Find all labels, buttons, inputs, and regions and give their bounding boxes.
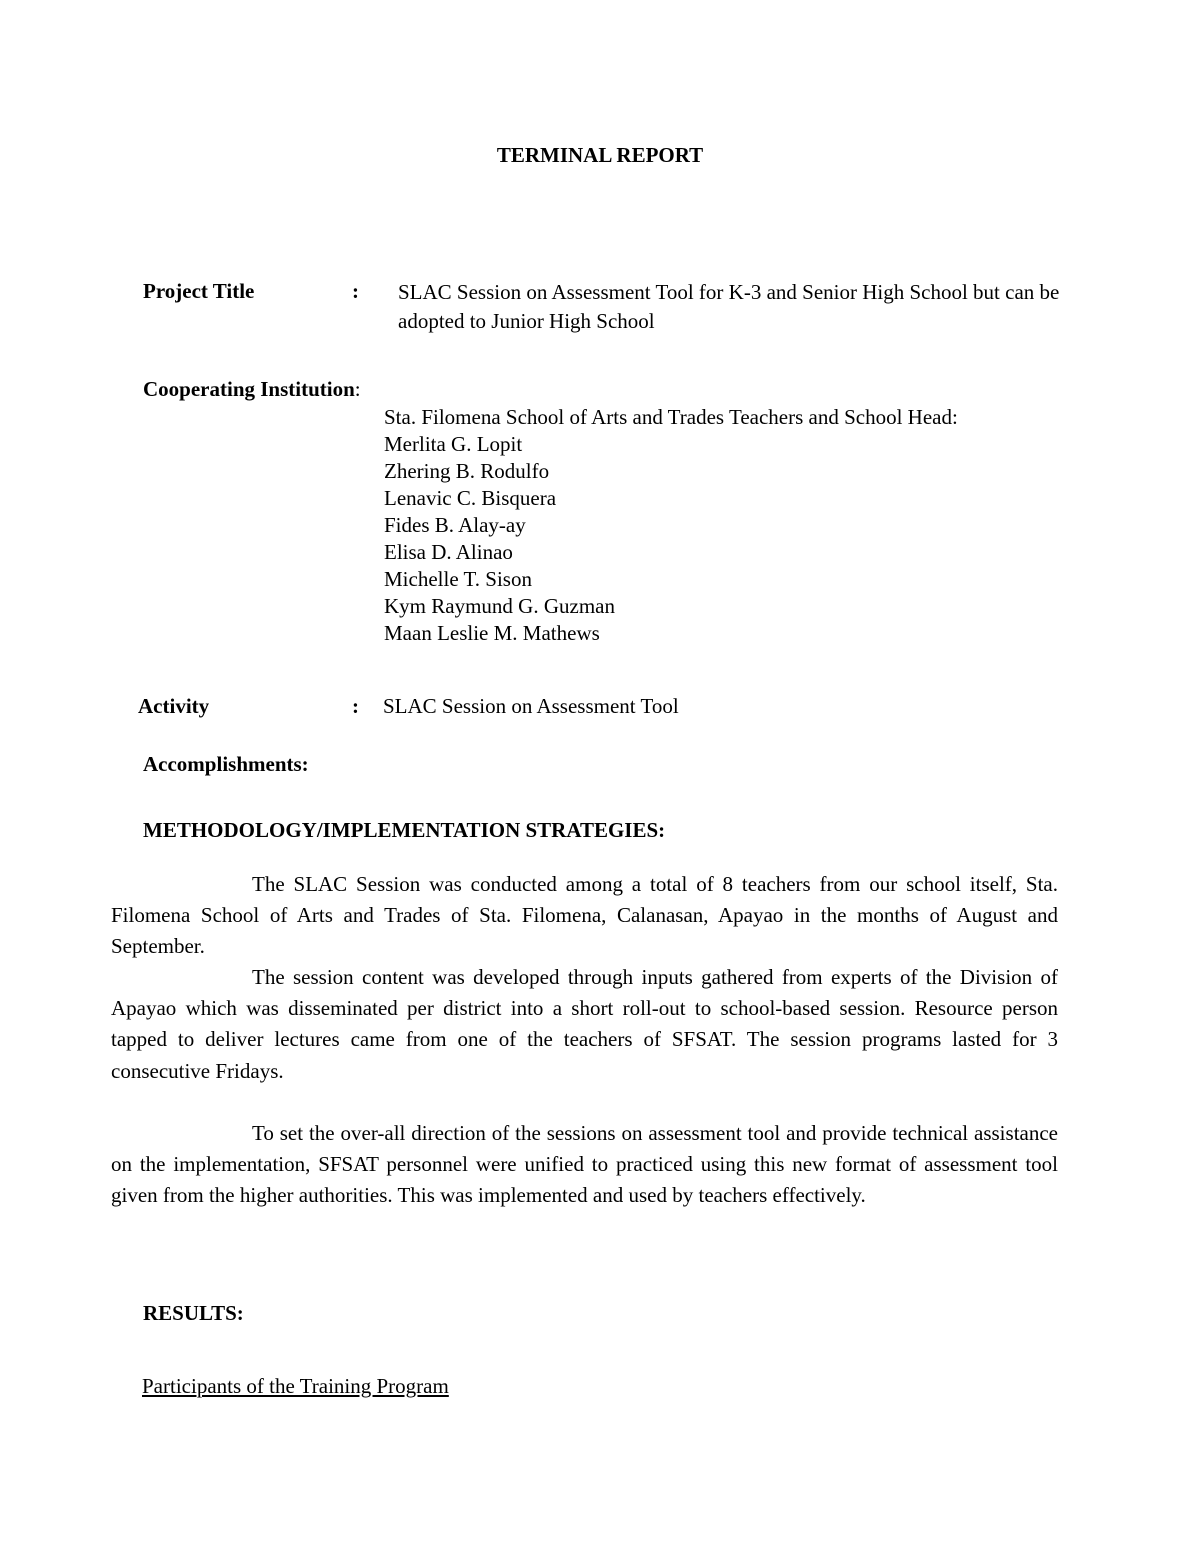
paragraph-text: The SLAC Session was conducted among a total of 8 teachers from our school itself, Sta. Filomena School of Arts and Trades of Sta. Filomena, Calanasan, Apayao in the months of August and September. <box>111 872 1058 959</box>
project-title-value: SLAC Session on Assessment Tool for K-3 and Senior High School but can be adopted to Junior High School <box>398 280 1060 333</box>
project-title-label: Project Title <box>143 279 255 303</box>
member-name: Lenavic C. Bisquera <box>384 486 557 510</box>
member-name: Elisa D. Alinao <box>384 540 513 564</box>
results-heading: RESULTS: <box>143 1301 244 1325</box>
activity-value: SLAC Session on Assessment Tool <box>383 694 679 718</box>
member-name: Maan Leslie M. Mathews <box>384 621 600 645</box>
member-name: Fides B. Alay-ay <box>384 513 526 537</box>
page-title: TERMINAL REPORT <box>496 143 704 167</box>
member-name: Michelle T. Sison <box>384 567 532 591</box>
methodology-paragraph-2 <box>111 962 1058 1087</box>
methodology-paragraph-1 <box>111 869 1058 963</box>
activity-colon: : <box>352 694 359 718</box>
paragraph-text: The session content was developed through inputs gathered from experts of the Division of Apayao which was disseminated per district into a short roll-out to school-based session. Resource person tapped to deliver lectures came from one of the teachers of SFSAT. The session programs lasted for 3 consecutive Fridays. <box>111 965 1058 1083</box>
methodology-paragraph-3 <box>111 1118 1058 1212</box>
accomplishments-heading: Accomplishments: <box>143 752 309 776</box>
cooperating-institution-list <box>384 404 958 647</box>
participants-heading: Participants of the Training Program <box>142 1374 449 1398</box>
cooperating-colon: : <box>354 377 361 401</box>
methodology-heading: METHODOLOGY/IMPLEMENTATION STRATEGIES: <box>143 818 666 842</box>
cooperating-institution-label <box>143 376 361 402</box>
project-title-colon: : <box>352 279 359 303</box>
activity-label: Activity <box>138 694 210 718</box>
cooperating-label-text: Cooperating Institution <box>143 377 355 401</box>
member-name: Kym Raymund G. Guzman <box>384 594 615 618</box>
member-name: Merlita G. Lopit <box>384 432 523 456</box>
institution-name: Sta. Filomena School of Arts and Trades Teachers and School Head: <box>384 405 958 429</box>
paragraph-text: To set the over-all direction of the sessions on assessment tool and provide technical assistance on the implementation, SFSAT personnel were unified to practiced using this new format of assessment tool given from the higher authorities. This was implemented and used by teachers effectively. <box>111 1121 1058 1208</box>
member-name: Zhering B. Rodulfo <box>384 459 550 483</box>
